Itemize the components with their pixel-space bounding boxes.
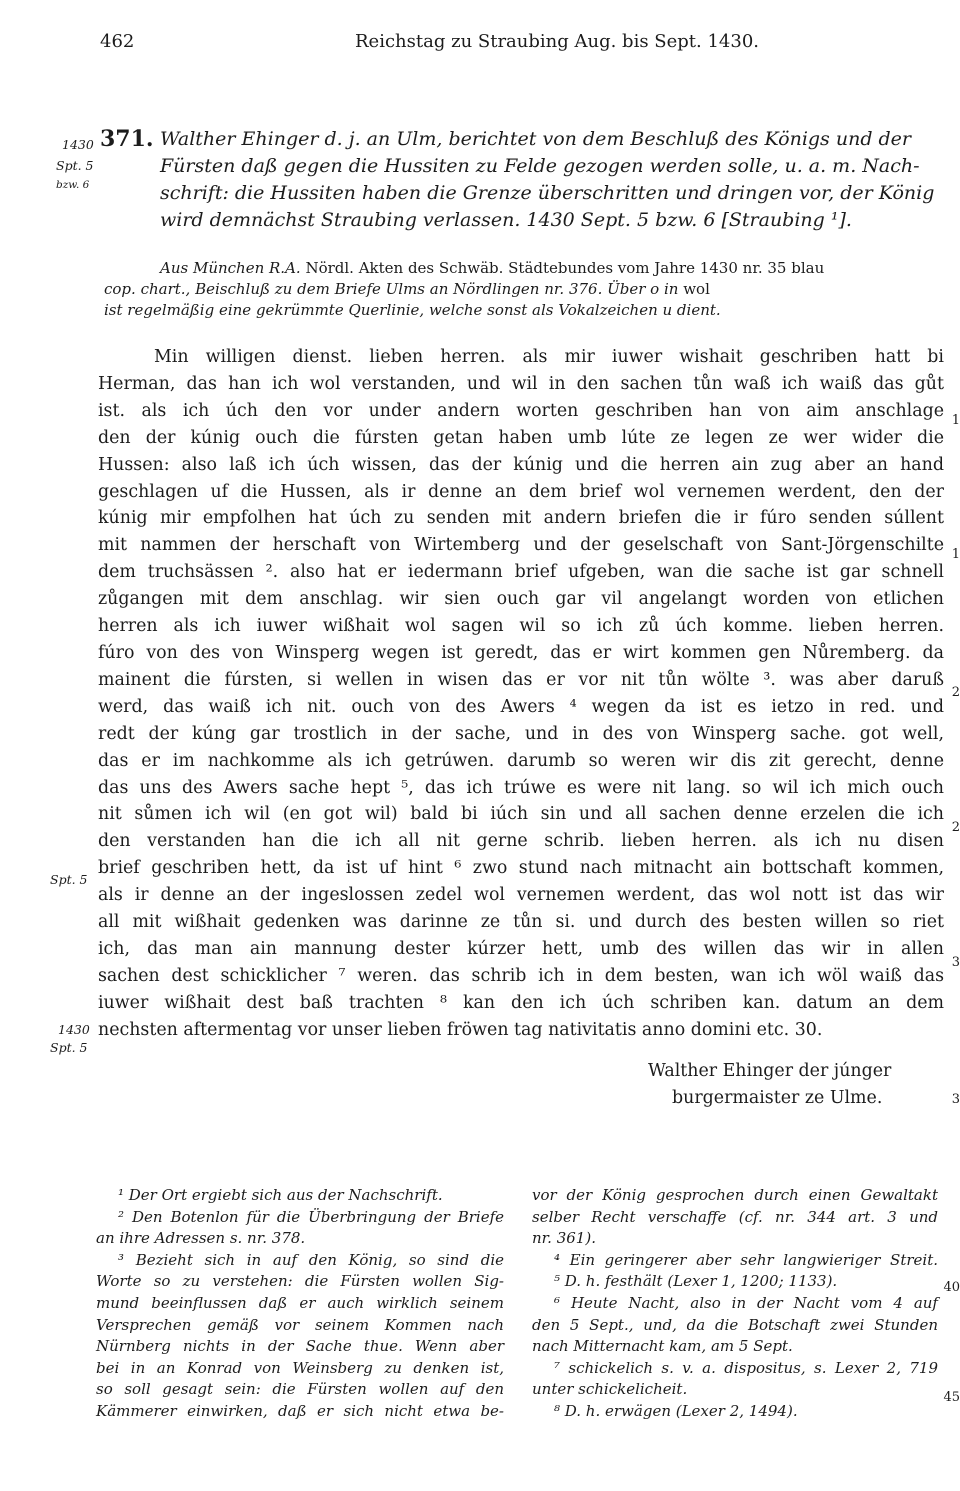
regest-line: Walther Ehinger d. j. an Ulm, berichtet von dem Beschluß des Königs und der [160, 128, 912, 150]
text-line: den verstanden han die ich all nit gerne schrib. lieben herren. als ich nu disen [98, 831, 944, 852]
text-line: herren als ich iuwer wißhait wol sagen wil so ich zů úch komme. lieben herren. [98, 616, 944, 637]
line-number: 2 [951, 820, 960, 835]
footnote-line: Nürnberg nichts in der Sache thue. Wenn aber [96, 1337, 504, 1356]
footnote-line: unter schickelicheit. [532, 1380, 688, 1399]
regest-line: schrift: die Hussiten haben die Grenze überschritten und dringen vor, der König [160, 182, 935, 204]
text-line: geschlagen uf die Hussen, als ir denne an dem brief wol vernemen werdent, den der [98, 481, 944, 502]
footnote-line: so soll gesagt sein: die Fürsten wollen auf den [96, 1380, 504, 1399]
text-line: fúro von des von Winsperg wegen ist geredt, das er wirt kommen gen Nůremberg. da [98, 642, 944, 663]
footnote-line: ³ Bezieht sich in auf den König, so sind die [118, 1250, 504, 1269]
text-line: sachen dest schicklicher ⁷ weren. das schrib ich in dem besten, wan ich wöl waiß das [98, 965, 944, 986]
text-line: Hussen: also laß ich úch wissen, das der kúnig und die herren ain zug aber an hand [98, 454, 944, 475]
text-line: ist. als ich úch den vor under andern worten geschriben han von aim anschlage [98, 400, 944, 421]
text-line: ich, das man ain mannung dester kúrzer hett, umb des willen das wir in allen [98, 938, 944, 959]
line-number: 3 [951, 955, 960, 970]
regest-line: Fürsten daß gegen die Hussiten zu Felde gezogen werden solle, u. a. m. Nach- [160, 155, 920, 177]
regest [160, 126, 946, 234]
text-line: den der kúnig ouch die fúrsten getan haben umb lúte ze legen ze wer wider die [98, 427, 944, 448]
text-line: redt der kúng gar trostlich in der sache, und in des von Winsperg sache. got well, [98, 723, 944, 744]
text-line: nechsten aftermentag vor unser lieben fröwen tag nativitatis anno domini etc. 30. [98, 1019, 823, 1040]
text-line: das uns des Awers sache hept ⁵, das ich trúwe es were nit lang. so wil ich mich ouch [98, 777, 944, 798]
line-number: 1 [951, 547, 960, 562]
signature-title: burgermaister ze Ulme. [672, 1088, 883, 1108]
text-line: zůgangen mit dem anschlag. wir sien ouch gar vil angelangt worden von etlichen [98, 589, 944, 610]
footnote-line: mund beeinflussen daß er auch wirklich seinem [96, 1293, 504, 1312]
text-line: mit nammen der herschaft von Wirtemberg und der geselschaft von Sant-Jörgenschilte [98, 535, 944, 556]
footnote-line: Worte so zu verstehen: die Fürsten wollen Sig- [96, 1272, 504, 1291]
footnote-line: Versprechen gemäß vor seinem Kommen nach [96, 1315, 504, 1334]
line-number: 1 [951, 413, 960, 428]
margin-date-sept-5-second: Spt. 5 [50, 872, 88, 887]
source-note [104, 258, 946, 321]
running-title: Reichstag zu Straubing Aug. bis Sept. 1430. [355, 31, 759, 52]
document-number: 371. [100, 126, 154, 152]
text-line: kúnig mir empfolhen hat úch zu senden mit andern briefen die ir fúro senden súllent [98, 508, 944, 529]
text-line: als ir denne an der ingeslossen zedel wol vernemen werdent, das wol nott ist das wir [98, 885, 944, 906]
margin-date-sept-5: Spt. 5 [56, 158, 94, 173]
footnote-line: ⁶ Heute Nacht, also in der Nacht vom 4 auf [554, 1293, 938, 1312]
footnote-line: ¹ Der Ort ergiebt sich aus der Nachschrift. [118, 1186, 443, 1204]
footnote-line: ⁸ D. h. erwägen (Lexer 2, 1494). [554, 1401, 798, 1420]
text-line: Herman, das han ich wol verstanden, und wil in den sachen tůn waß ich waiß das gůt [98, 373, 944, 394]
line-number: 40 [943, 1280, 960, 1295]
regest-line: wird demnächst Straubing verlassen. 1430 Sept. 5 bzw. 6 [Straubing ¹]. [160, 209, 852, 231]
text-line: iuwer wißhait dest baß trachten ⁸ kan den ich úch schriben kan. datum an dem [98, 992, 944, 1013]
text-line: nit sůmen ich wil (en got wil) bald bi iúch sin und all sachen denne erzelen die ich [98, 804, 944, 825]
text-line: werd, das waiß ich nit. ouch von des Awers ⁴ wegen da ist es ietzo in red. und [98, 696, 944, 717]
line-number: 2 [951, 685, 960, 700]
footnote-line: ⁷ schickelich s. v. a. dispositus, s. Lexer 2, 719 [554, 1358, 938, 1377]
source-line: Aus München R.A. Nördl. Akten des Schwäb. Städtebundes vom Jahre 1430 nr. 35 blau [160, 259, 825, 277]
text-line: mainent die fúrsten, si wellen in wisen das er vor nit tůn wölte ³. was aber daruß [98, 669, 944, 690]
footnote-line: bei in an Konrad von Weinsberg zu denken ist, [96, 1358, 504, 1377]
margin-date-1430-second: 1430 [58, 1022, 90, 1037]
footnote-line: ⁵ D. h. festhält (Lexer 1, 1200; 1133). [554, 1272, 838, 1291]
signature [560, 1058, 920, 1112]
margin-date-bzw-6: bzw. 6 [56, 179, 90, 191]
text-line: brief geschriben hett, da ist uf hint ⁶ zwo stund nach mitnacht ain bottschaft kommen, [98, 858, 944, 879]
footnotes-right-column [532, 1185, 938, 1423]
page-number: 462 [100, 31, 135, 52]
signature-name: Walther Ehinger der júnger [648, 1061, 892, 1081]
text-line: Min willigen dienst. lieben herren. als mir iuwer wishait geschriben hatt bi [154, 347, 944, 367]
footnote-line: ⁴ Ein geringerer aber sehr langwieriger Streit. [554, 1250, 938, 1269]
text-line: all mit wißhait gedenken was darinne ze tůn si. und durch des besten willen so riet [98, 912, 944, 933]
footnotes-left-column [96, 1185, 504, 1423]
margin-date-1430: 1430 [62, 137, 94, 152]
letter-text [98, 344, 944, 1044]
margin-date-sept-5-third: Spt. 5 [50, 1040, 88, 1055]
source-line: cop. chart., Beischluß zu dem Briefe Ulms an Nördlingen nr. 376. Über o in wol [104, 280, 710, 298]
footnote-line: selber Recht verschaffe (cf. nr. 344 art. 3 und [532, 1207, 938, 1226]
document-heading [100, 126, 946, 244]
footnote-line: ² Den Botenlon für die Überbringung der Briefe [118, 1207, 504, 1226]
line-number: 45 [943, 1390, 960, 1405]
footnote-line: nach Mitternacht kam, am 5 Sept. [532, 1337, 793, 1356]
text-line: das er im nachkomme als ich getrúwen. darumb so weren wir dis zit gerecht, denne [98, 750, 944, 771]
text-line: dem truchsässen ². also hat er iedermann brief ufgeben, wan die sache ist gar schnell [98, 562, 944, 583]
source-line: ist regelmäßig eine gekrümmte Querlinie, welche sonst als Vokalzeichen u dient. [104, 301, 721, 319]
footnote-line: Kämmerer einwirken, daß er sich nicht etwa be- [96, 1401, 504, 1420]
line-number: 3 [951, 1092, 960, 1107]
footnote-line: vor der König gesprochen durch einen Gewaltakt [532, 1186, 938, 1204]
running-head [0, 31, 960, 59]
footnote-line: an ihre Adressen s. nr. 378. [96, 1229, 306, 1248]
footnote-line: den 5 Sept., und, da die Botschaft zwei Stunden [532, 1315, 938, 1334]
footnote-line: nr. 361). [532, 1229, 596, 1248]
